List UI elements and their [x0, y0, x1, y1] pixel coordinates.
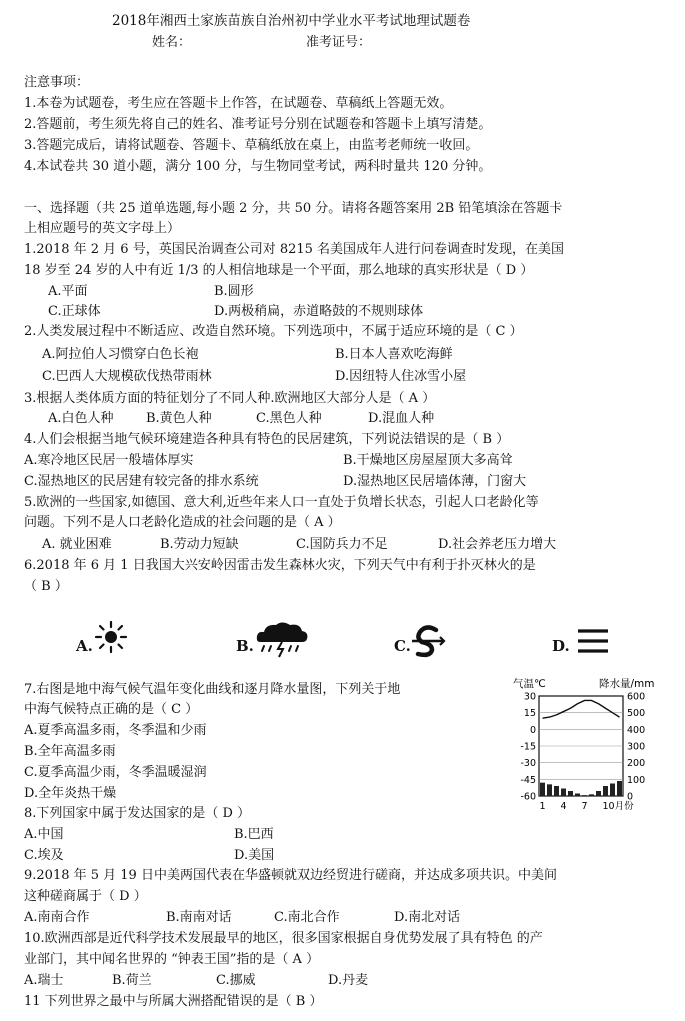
q5-stem-cont: 问题。下列不是人口老龄化造成的社会问题的是（ A ）: [24, 515, 341, 530]
precip-tick-label: 0: [627, 791, 634, 803]
q10-stem: 10.欧洲西部是近代科学技术发展最早的地区，很多国家根据自身优势发展了具有特色 的产: [24, 931, 543, 946]
temp-tick-label: -30: [520, 758, 536, 770]
q6-label-a: A.: [76, 637, 93, 655]
temp-tick-label: -60: [520, 791, 536, 803]
q3-option-d: D.混血人种: [368, 411, 435, 426]
q2-option-d: D.因纽特人住冰雪小屋: [335, 369, 467, 384]
q7-option-c: C.夏季高温少雨，冬季温暖湿润: [24, 765, 207, 780]
thunderstorm-rain-icon: [254, 620, 310, 658]
q5-option-c: C.国防兵力不足: [296, 537, 388, 552]
q1-option-d: D.两极稍扁，赤道略鼓的不规则球体: [214, 304, 424, 319]
section-heading-cont: 上相应题号的英文字母上）: [24, 221, 181, 236]
precip-bar: [540, 783, 545, 796]
q9-stem: 9.2018 年 5 月 19 日中美两国代表在华盛顿就双边经贸进行磋商，并达成多项共识。中美间: [24, 868, 557, 883]
temp-tick-label: 30: [523, 691, 536, 703]
precip-bar: [554, 786, 559, 796]
precip-tick-label: 400: [627, 724, 646, 736]
precip-tick-label: 200: [627, 758, 646, 770]
q10-option-d: D.丹麦: [328, 973, 369, 988]
q1-option-b: B.圆形: [214, 284, 254, 299]
q4-stem: 4.人们会根据当地气候环境建造各种具有特色的民居建筑，下列说法错误的是（ B ）: [24, 432, 510, 447]
exam-id-label: 准考证号：: [306, 35, 372, 50]
precip-bar: [582, 795, 587, 796]
q9-option-d: D.南北对话: [394, 910, 461, 925]
month-tick-label: 10月份: [602, 801, 634, 812]
q8-stem: 8.下列国家中属于发达国家的是（ D ）: [24, 806, 251, 821]
name-label: 姓名：: [152, 35, 192, 50]
q9-stem-cont: 这种磋商属于（ D ）: [24, 889, 147, 904]
precip-bar: [547, 784, 552, 796]
month-tick-label: 7: [581, 801, 588, 812]
q1-stem: 1.2018 年 2 月 6 号，英国民治调查公司对 8215 名美国成年人进行问卷调查时发现，在美国: [24, 242, 565, 257]
q9-option-b: B.南南对话: [166, 910, 232, 925]
climate-chart: [505, 676, 677, 816]
q8-option-c: C.埃及: [24, 848, 64, 863]
precip-bar: [561, 789, 566, 797]
q10-option-b: B.荷兰: [112, 973, 152, 988]
q7-stem: 7.右图是地中海气候气温年变化曲线和逐月降水量图，下列关于地: [24, 682, 401, 697]
q7-option-b: B.全年高温多雨: [24, 744, 116, 759]
notice-item: 2.答题前，考生须先将自己的姓名、准考证号分别在试题卷和答题卡上填写清楚。: [24, 117, 492, 132]
q4-option-a: A.寒冷地区民居一般墙体厚实: [24, 453, 194, 468]
notice-item: 1.本卷为试题卷，考生应在答题卡上作答，在试题卷、草稿纸上答题无效。: [24, 96, 453, 111]
precip-tick-label: 300: [627, 741, 646, 753]
q3-option-c: C.黑色人种: [256, 411, 322, 426]
q5-stem: 5.欧洲的一些国家,如德国、意大利,近些年来人口一直处于负增长状态，引起人口老龄化等: [24, 495, 539, 510]
q2-option-b: B.日本人喜欢吃海鲜: [335, 347, 453, 362]
precip-axis-label: 降水量/mm: [599, 678, 655, 690]
q2-option-a: A.阿拉伯人习惯穿白色长袍: [42, 347, 199, 362]
q5-option-b: B.劳动力短缺: [160, 537, 239, 552]
q2-stem: 2.人类发展过程中不断适应、改造自然环境。下列选项中，不属于适应环境的是（ C ）: [24, 324, 523, 339]
temp-tick-label: 0: [529, 724, 536, 736]
q9-option-a: A.南南合作: [24, 910, 90, 925]
precip-bar: [575, 794, 580, 797]
q1-stem-cont: 18 岁至 24 岁的人中有近 1/3 的人相信地球是一个平面，那么地球的真实形状是（ D ）: [24, 263, 534, 278]
q3-stem: 3.根据人类体质方面的特征划分了不同人种.欧洲地区大部分人是（ A ）: [24, 391, 436, 406]
temp-tick-label: -45: [520, 774, 536, 786]
notice-item: 4.本试卷共 30 道小题，满分 100 分，与生物同堂考试，两科时量共 120 分钟。: [24, 159, 492, 174]
q6-label-b: B.: [236, 637, 254, 655]
month-tick-label: 4: [560, 801, 567, 812]
q4-option-c: C.湿热地区的民居建有较完备的排水系统: [24, 474, 259, 489]
q10-stem-cont: 业部门，其中闻名世界的 “钟表王国”指的是（ A ）: [24, 952, 320, 967]
q8-option-a: A.中国: [24, 827, 64, 842]
fog-icon: [576, 626, 610, 656]
precip-tick-label: 500: [627, 708, 646, 720]
notice-heading: 注意事项：: [24, 75, 90, 90]
q10-option-c: C.挪威: [216, 973, 256, 988]
precip-bar: [589, 794, 594, 796]
precip-bar: [596, 791, 601, 796]
q6-stem-cont: （ B ）: [24, 579, 68, 594]
precip-bar: [568, 791, 573, 796]
q3-option-a: A.白色人种: [48, 411, 114, 426]
q9-option-c: C.南北合作: [274, 910, 340, 925]
q6-label-d: D.: [552, 637, 570, 655]
temp-tick-label: 15: [523, 708, 536, 720]
sunny-icon: [94, 620, 128, 654]
q7-option-a: A.夏季高温多雨，冬季温和少雨: [24, 723, 207, 738]
precip-bar: [617, 781, 622, 796]
precip-bar: [603, 786, 608, 796]
q6-stem: 6.2018 年 6 月 1 日我国大兴安岭因雷击发生森林火灾，下列天气中有利于扑灭林火的是: [24, 558, 536, 573]
q1-option-a: A.平面: [48, 284, 88, 299]
q2-option-c: C.巴西人大规模砍伐热带雨林: [42, 369, 212, 384]
q7-stem-cont: 中海气候特点正确的是（ C ）: [24, 702, 199, 717]
q8-option-b: B.巴西: [234, 827, 274, 842]
precip-tick-label: 100: [627, 774, 646, 786]
precip-bar: [610, 784, 615, 797]
q1-option-c: C.正球体: [48, 304, 101, 319]
section-heading: 一、选择题（共 25 道单选题,每小题 2 分，共 50 分。请将各题答案用 2B 铅笔填涂在答题卡: [24, 201, 563, 216]
q5-option-a: A. 就业困难: [42, 537, 112, 552]
q10-option-a: A.瑞士: [24, 973, 64, 988]
notice-item: 3.答题完成后，请将试题卷、答题卡、草稿纸放在桌上，由监考老师统一收回。: [24, 138, 479, 153]
month-tick-label: 1: [539, 801, 546, 812]
q8-option-d: D.美国: [234, 848, 275, 863]
page-title: 2018年湘西土家族苗族自治州初中学业水平考试地理试题卷: [112, 13, 471, 29]
q5-option-d: D.社会养老压力增大: [438, 537, 557, 552]
temperature-line: [543, 700, 620, 718]
q4-option-b: B.干燥地区房屋屋顶大多高耸: [343, 453, 513, 468]
q3-option-b: B.黄色人种: [146, 411, 212, 426]
q11-stem: 11 下列世界之最中与所属大洲搭配错误的是（ B ）: [24, 994, 323, 1009]
temp-tick-label: -15: [520, 741, 536, 753]
temp-axis-label: 气温℃: [513, 678, 546, 690]
q7-option-d: D.全年炎热干燥: [24, 786, 117, 801]
q4-option-d: D.湿热地区民居墙体薄，门窗大: [343, 474, 527, 489]
sandstorm-icon: [410, 624, 446, 658]
q6-label-c: C.: [394, 637, 411, 655]
precip-tick-label: 600: [627, 691, 646, 703]
